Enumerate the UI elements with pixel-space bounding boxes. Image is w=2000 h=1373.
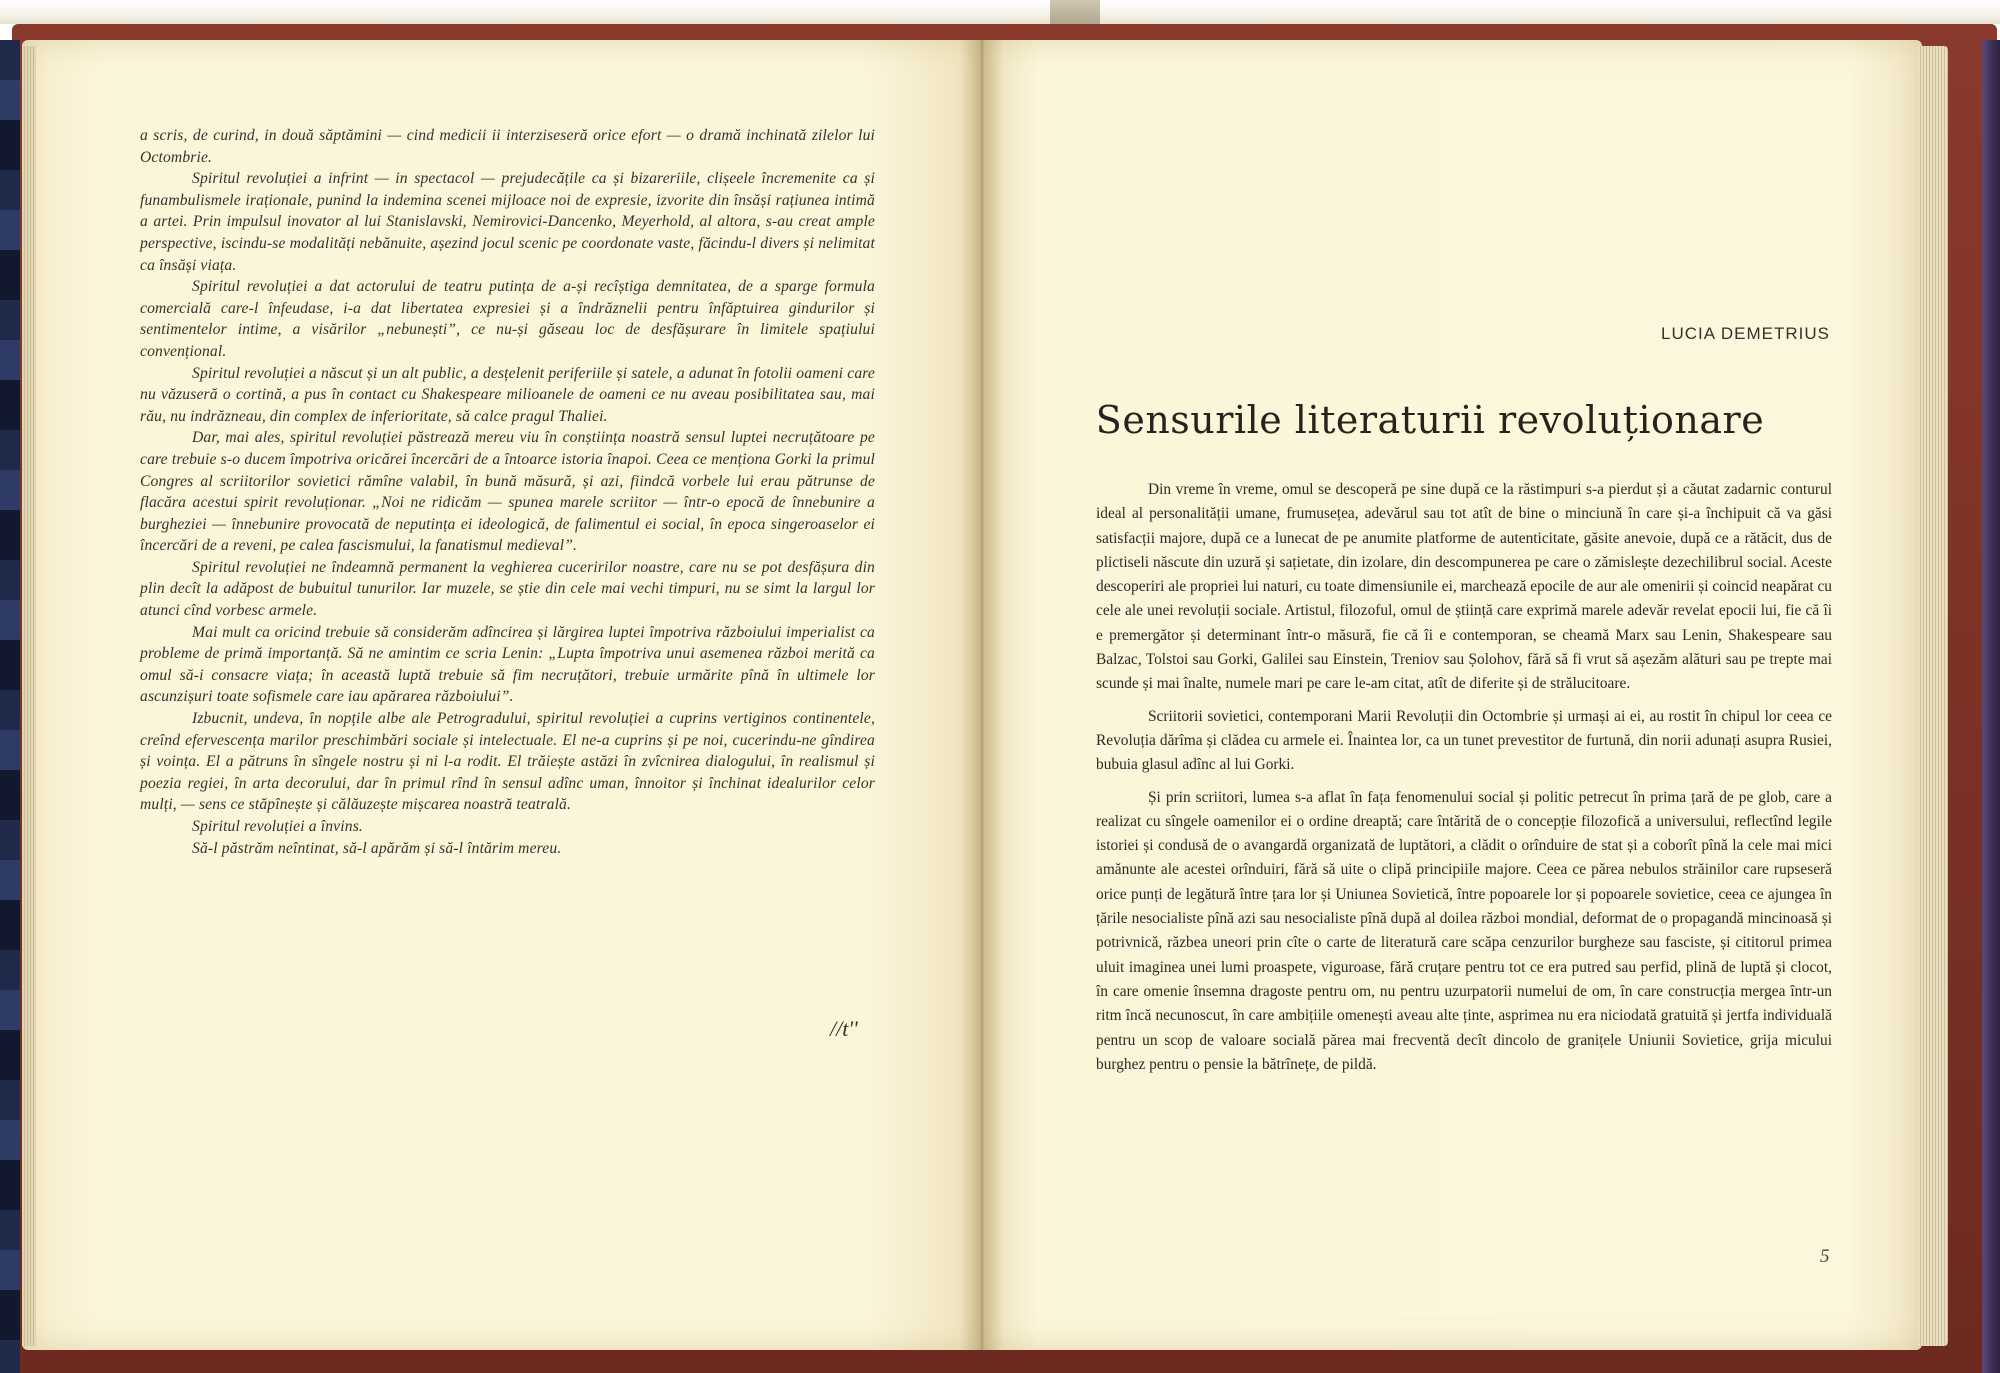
right-paragraph: Și prin scriitori, lumea s-a aflat în fața fenomenului social și politic petrecut în prima țară de pe glob, care a realizat cu sîngele oamenilor ei o ordine dreaptă; care întărită de o concepție filozofică a universului, reflectînd legile istoriei și condusă de o avangardă organizată de luptători, a clădit o orînduire de stat și a coborît pînă la cele mai mici amănunte ale acestei orînduiri, fără să uite o clipă principiile majore. Ceea ce părea nebulos străinilor care rupseseră orice punți de legătură între țara lor și Uniunea Sovietică, între popoarele lor și popoarele sovietice, ceea ce ajungea în țările nesocialiste pînă azi sau nesocialiste pînă după al doilea război mondial, deformat de o propagandă mincinoasă și potrivnică, răzbea uneori prin cîte o carte de literatură care scăpa cenzurilor burgheze sau fasciste, și cititorul primea uluit imaginea unei lumi proaspete, viguroase, fără cruțare pentru tot ce era putred sau perfid, plină de luptă și clocot, în care omenie însemna dragoste pentru om, nu pentru uzurpatorii numelui de om, în care construcția mergea într-un ritm încă necunoscut, în care ambițiile omenești aveau alte ținte, asprimea nu era niciodată gratuită și jertfa individuală pentru un scop de valoare socială părea mai frecventă decît dincolo de granițele Uniunii Sovietice, grija micului burghez pentru o pensie la bătrînețe, de pildă. bbox=[1096, 788, 1832, 1073]
left-paragraph: Să-l păstrăm neîntinat, să-l apărăm și să-l întărim mereu. bbox=[192, 839, 562, 857]
left-page-edges bbox=[22, 46, 36, 1346]
left-paragraph: Mai mult ca oricind trebuie să considerăm adîncirea și lărgirea luptei împotriva războiului imperialist ca probleme de primă importanță. Să ne amintim ce scria Lenin: „Lupta împotriva unui asemenea război merită ca omul să-i consacre viața; în această luptă trebuie să fim necruțători, trebuie urmărite pînă în ultimele lor ascunzișuri toate sofismele care iau apărarea războiului”. bbox=[140, 623, 875, 706]
left-page-text bbox=[140, 125, 875, 859]
scanner-top-strip bbox=[0, 0, 2000, 24]
left-paragraph: Spiritul revoluției a dat actorului de teatru putința de a-și recîștiga demnitatea, de a sparge formula comercială care-l înfeudase, i-a dat libertatea expresiei și a îndrăznelii pentru înfăptuirea gindurilor și sentimentelor intime, a visărilor „nebunești”, ce nu-și găseau loc de desfășurare în limitele spațiului convențional. bbox=[140, 278, 875, 360]
handwritten-mark: //t'' bbox=[830, 1016, 858, 1041]
left-paragraph: Spiritul revoluției a învins. bbox=[192, 818, 363, 835]
author-name: LUCIA DEMETRIUS bbox=[1661, 324, 1830, 343]
left-paragraph: Spiritul revoluției a infrint — in spectacol — prejudecățile ca și bizareriile, clișeele încremenite ca și funambulismele iraționale, punind la indemina scenei mijloace noi de expresie, izvorite din însăși rațiunea intimă a artei. Prin impulsul inovator al lui Stanislavski, Nemirovici-Dancenko, Meyerhold, al altora, s-au creat ample perspective, iscindu-se modalități nebănuite, așezind jocul scenic pe coordonate vaste, făcindu-l divers și nelimitat ca însăși viața. bbox=[140, 170, 875, 274]
right-page-edges bbox=[1918, 46, 1948, 1346]
left-paragraph: Spiritul revoluției a născut și un alt public, a desțelenit periferiile și satele, a adunat în fotolii oameni care nu văzuseră o cortină, a pus în contact cu Shakespeare milioanele de oameni ce nu aveau posibilitatea sau, mai rău, nu indrăzneau, din complex de inferioritate, să calce pragul Thaliei. bbox=[140, 364, 875, 425]
right-page-text bbox=[1096, 478, 1832, 1085]
left-paragraph: a scris, de curind, in două săptămini — cind medicii ii interziseseră orice efort — o dramă inchinată zilelor lui Octombrie. bbox=[140, 127, 875, 166]
right-paragraph: Scriitorii sovietici, contemporani Marii Revoluții din Octombrie și urmași ai ei, au rostit în chipul lor ceea ce Revoluția dărîma și clădea cu armele ei. Înaintea lor, ca un tunet prevestitor de furtună, din norii adunați asupra Rusiei, bubuia glasul adînc al lui Gorki. bbox=[1096, 707, 1832, 774]
left-cover-edge bbox=[0, 40, 20, 1373]
book-gutter bbox=[960, 40, 1004, 1350]
right-paragraph: Din vreme în vreme, omul se descoperă pe sine după ce la răstimpuri s-a pierdut și a căutat zadarnic conturul ideal al personalității umane, frumusețea, adevărul sau tot atît de bine o minciună în care și-a închipuit că va găsi satisfacții majore, după ce a lunecat de pe anumite platforme de autenticitate, găsite anevoie, după ce a rătăcit, dus de plictiseli născute din uzură și sațietate, din izolare, din descompunerea pe care o zămislește dezechilibrul social. Aceste descoperiri ale propriei lui naturi, cu toate dimensiunile ei, marchează epocile de aur ale omenirii și coincid neapărat cu cele ale unei revoluții sociale. Artistul, filozoful, omul de știință care exprimă marele adevăr revelat epocii lui, fie că îi e premergător și determinant într-o măsură, fie că îi e contemporan, se cheamă Marx sau Lenin, Shakespeare sau Balzac, Tolstoi sau Gorki, Galilei sau Einstein, Treniov sau Șolohov, fără să fi vrut să așezăm alături sau pe trepte mai scunde și mai înalte, numele mari pe care le-am citat, atît de diferite și de strălucitoare. bbox=[1096, 481, 1832, 693]
right-cover-edge bbox=[1982, 40, 2000, 1373]
page-number: 5 bbox=[1820, 1246, 1830, 1267]
article-title: Sensurile literaturii revoluționare bbox=[1095, 398, 1765, 442]
left-paragraph: Dar, mai ales, spiritul revoluției păstrează mereu viu în conștiința noastră sensul luptei necruțătoare pe care trebuie s-o ducem împotriva oricărei încercări de a întoarce istoria înapoi. Ceea ce menționa Gorki la primul Congres al scriitorilor sovietici rămîne valabil, în bună măsură, și azi, fiindcă vorbele lui erau pătrunse de flacăra acestui spirit revoluționar. „Noi ne ridicăm — spunea marele scriitor — într-o epocă de înnebunire a burgheziei — înnebunire provocată de neputința ei ideologică, de falimentul ei social, în epoca singeroaselor ei încercări de a reveni, pe calea fascismului, la fanatismul medieval”. bbox=[140, 429, 875, 555]
left-paragraph: Izbucnit, undeva, în nopțile albe ale Petrogradului, spiritul revoluției a cuprins vertiginos continentele, creînd efervescența marilor preschimbări sociale și intelectuale. El ne-a cuprins și pe noi, cucerindu-ne gîndirea și voința. El a pătruns în sîngele nostru și ni l-a rodit. El trăiește astăzi în zvîcnirea dialogului, în realismul și poezia regiei, în arta decorului, dar în primul rînd în sensul adînc uman, înnoitor și închinat idealurilor celor mulți, — sens ce stăpînește și călăuzește mișcarea noastră teatrală. bbox=[140, 710, 875, 814]
left-paragraph: Spiritul revoluției ne îndeamnă permanent la veghierea cuceririlor noastre, care nu se pot desfășura din plin decît la adăpost de bubuitul tunurilor. Iar muzele, se știe din cele mai vechi timpuri, nu se simt la largul lor atunci cînd vorbesc armele. bbox=[140, 558, 875, 620]
